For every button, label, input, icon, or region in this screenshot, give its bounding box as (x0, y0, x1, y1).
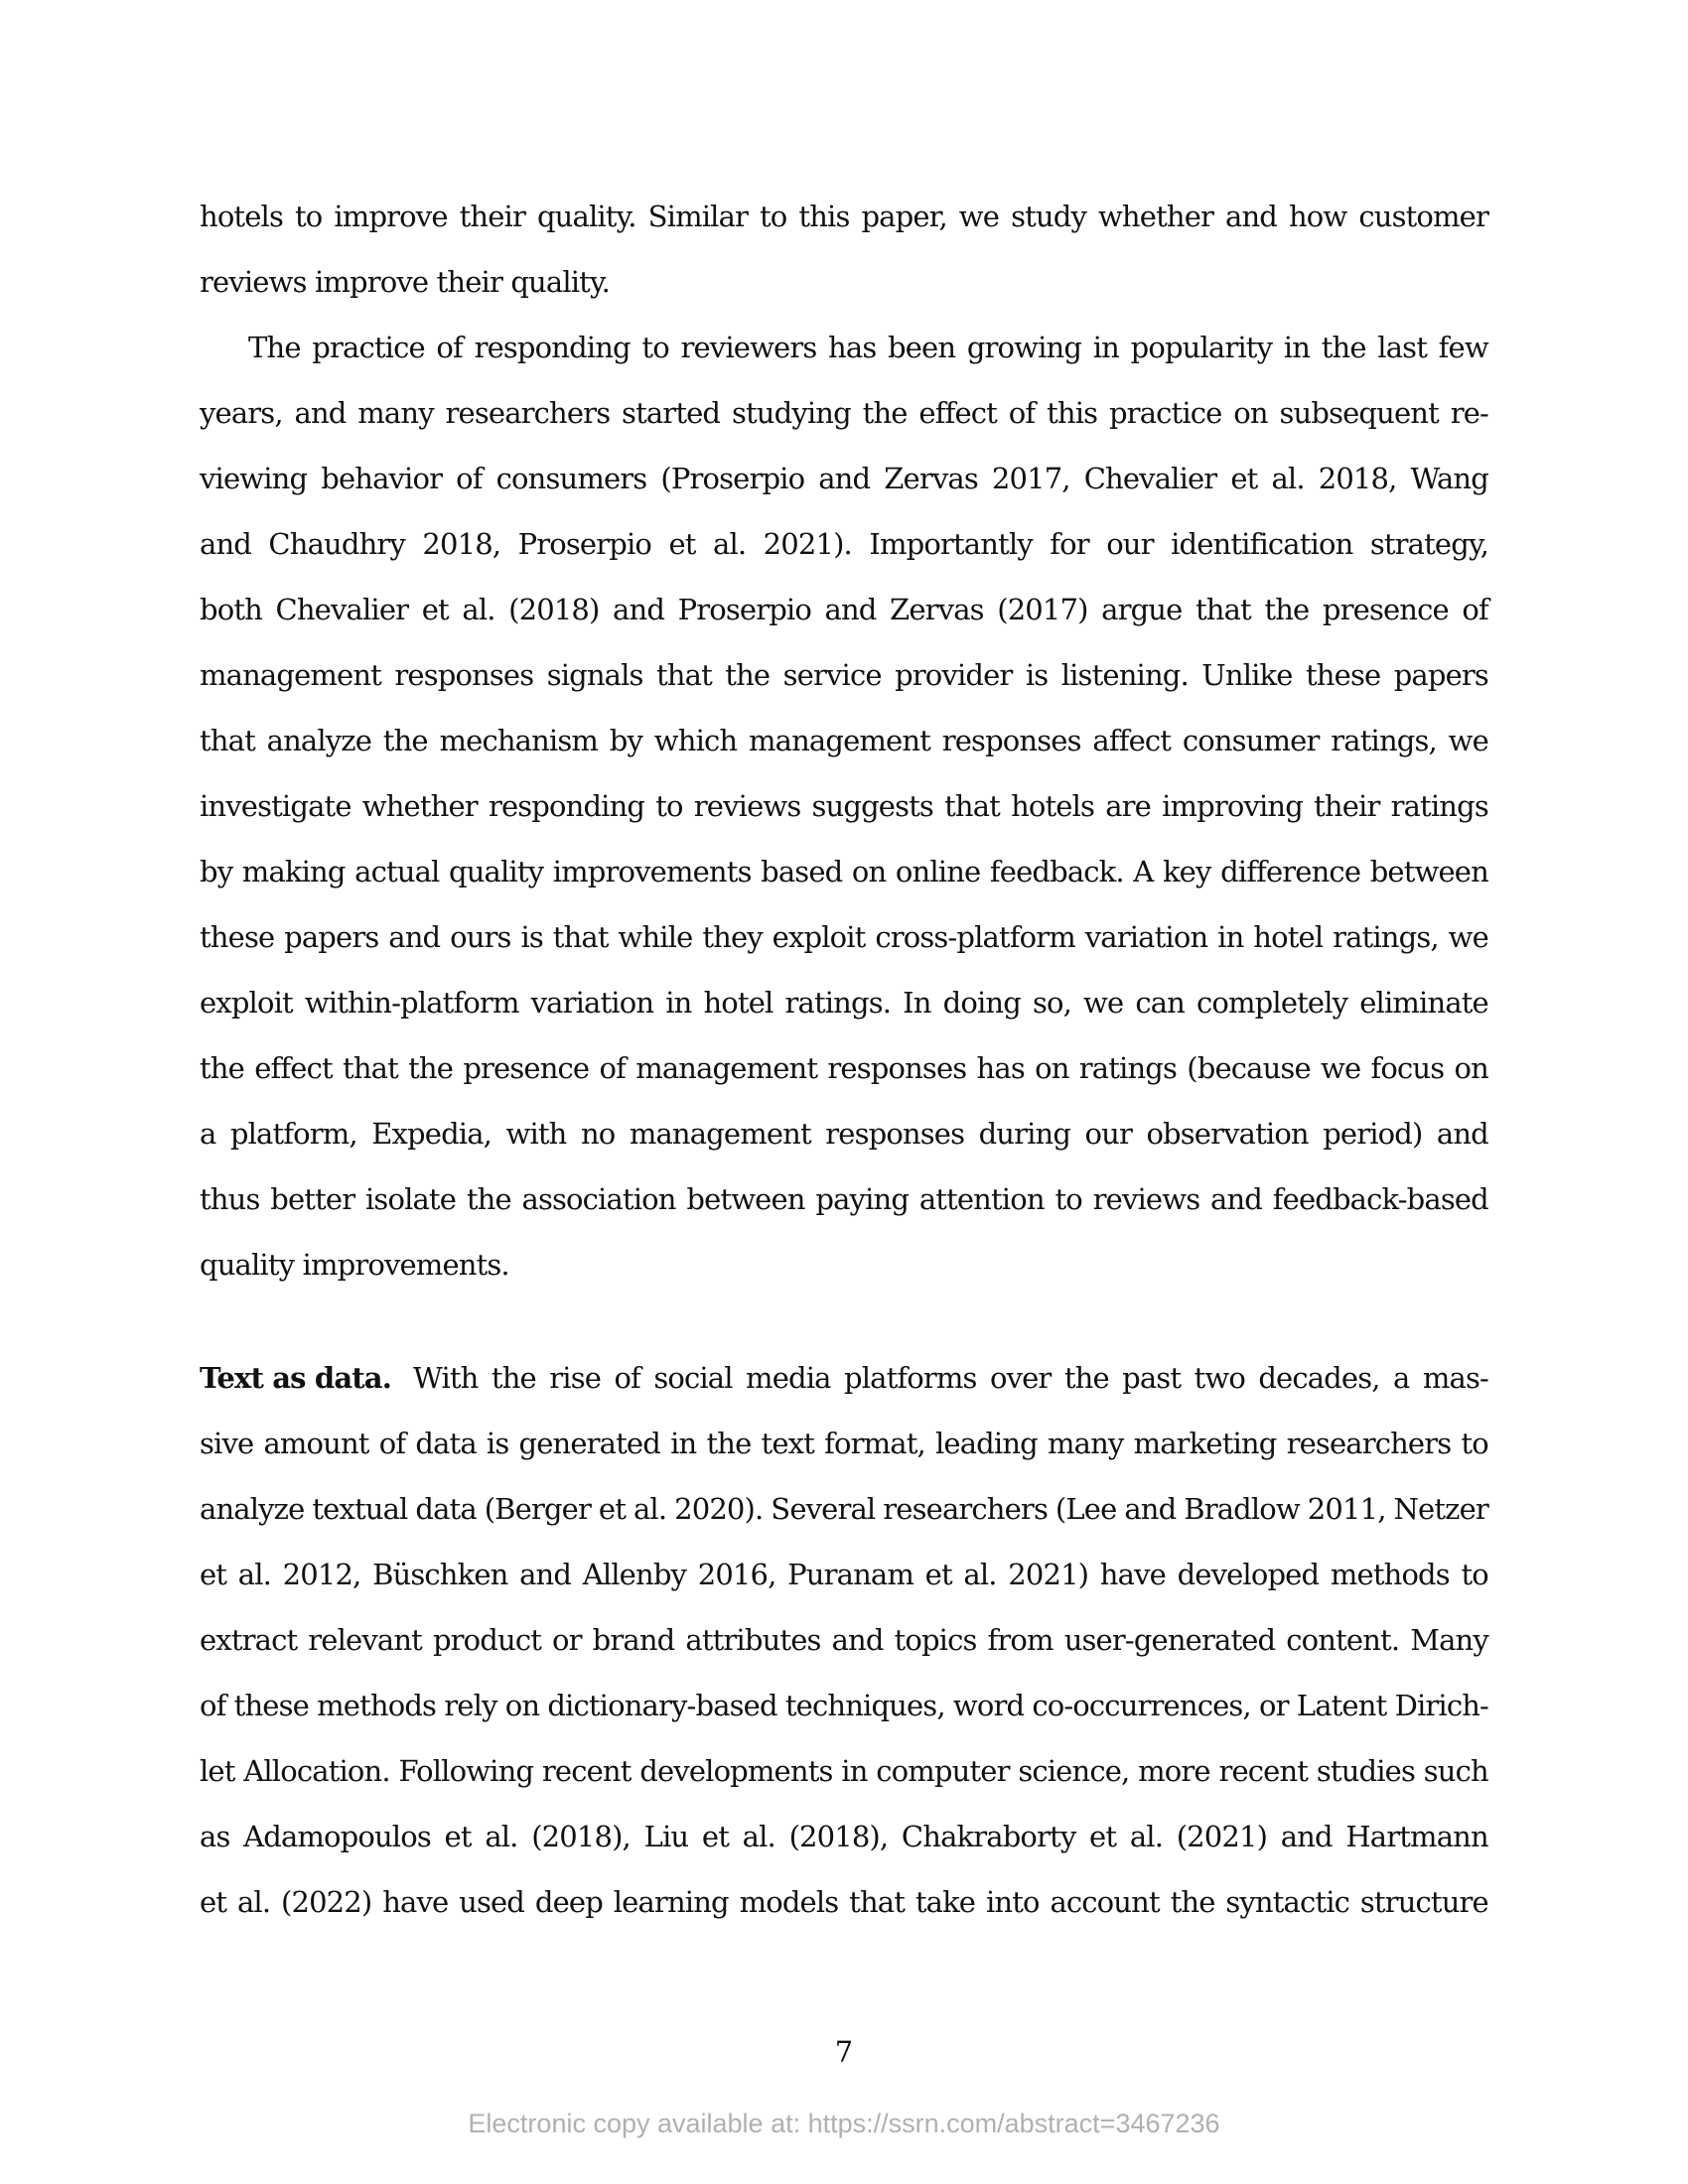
text-line: analyze textual data (Berger et al. 2020). Several researchers (Lee and Bradlow 2011, Netzer (200, 1492, 1488, 1526)
text-line: a platform, Expedia, with no management responses during our observation period) and (200, 1117, 1488, 1151)
text-line: these papers and ours is that while they exploit cross-platform variation in hotel ratings, we (200, 920, 1488, 954)
section-gap (200, 1308, 1488, 1356)
text-line: hotels to improve their quality. Similar to this paper, we study whether and how customer (200, 200, 1488, 233)
text-line: by making actual quality improvements based on online feedback. A key difference between (200, 855, 1488, 888)
text-line (200, 326, 1488, 391)
text-line: that analyze the mechanism by which management responses affect consumer ratings, we (200, 724, 1488, 757)
text-line: et al. (2022) have used deep learning models that take into account the syntactic structure (200, 1885, 1488, 1919)
text-line: exploit within-platform variation in hotel ratings. In doing so, we can completely eliminate (200, 986, 1488, 1020)
text-line: the effect that the presence of management responses has on ratings (because we focus on (200, 1051, 1488, 1085)
text-line: years, and many researchers started studying the effect of this practice on subsequent re- (200, 396, 1488, 430)
text-line: investigate whether responding to reviews suggests that hotels are improving their ratings (200, 789, 1488, 823)
text-line: and Chaudhry 2018, Proserpio et al. 2021). Importantly for our identification strategy, (200, 527, 1488, 561)
paragraph-continuation (200, 195, 1488, 326)
text-line: of these methods rely on dictionary-based techniques, word co-occurrences, or Latent Dirich- (200, 1689, 1488, 1722)
ssrn-footer: Electronic copy available at: https://ssrn.com/abstract=3467236 (468, 2109, 1220, 2138)
text-line: thus better isolate the association between paying attention to reviews and feedback-based (200, 1182, 1488, 1216)
text-line: both Chevalier et al. (2018) and Proserpio and Zervas (2017) argue that the presence of (200, 593, 1488, 626)
text-line: et al. 2012, Büschken and Allenby 2016, Puranam et al. 2021) have developed methods to (200, 1558, 1488, 1591)
paragraph-text-as-data (200, 1356, 1488, 1946)
text-line: management responses signals that the service provider is listening. Unlike these papers (200, 658, 1488, 692)
text-line: viewing behavior of consumers (Proserpio and Zervas 2017, Chevalier et al. 2018, Wang (200, 462, 1488, 495)
page-number: 7 (834, 2035, 854, 2069)
section-heading: Text as data. (200, 1361, 391, 1395)
text-line: let Allocation. Following recent developments in computer science, more recent studies such (200, 1754, 1488, 1788)
paragraph-management-responses (200, 326, 1488, 1308)
text-line: as Adamopoulos et al. (2018), Liu et al. (2018), Chakraborty et al. (2021) and Hartmann (200, 1820, 1488, 1853)
text-line-content: With the rise of social media platforms over the past two decades, a mas- (413, 1361, 1488, 1395)
text-line: extract relevant product or brand attributes and topics from user-generated content. Many (200, 1623, 1488, 1657)
page-body (200, 195, 1488, 1946)
text-line-content: The practice of responding to reviewers has been growing in popularity in the last few (248, 331, 1488, 364)
text-line: reviews improve their quality. (200, 265, 611, 299)
text-line: quality improvements. (200, 1248, 509, 1282)
text-line (200, 1356, 1488, 1422)
text-line: sive amount of data is generated in the text format, leading many marketing researchers to (200, 1427, 1488, 1460)
